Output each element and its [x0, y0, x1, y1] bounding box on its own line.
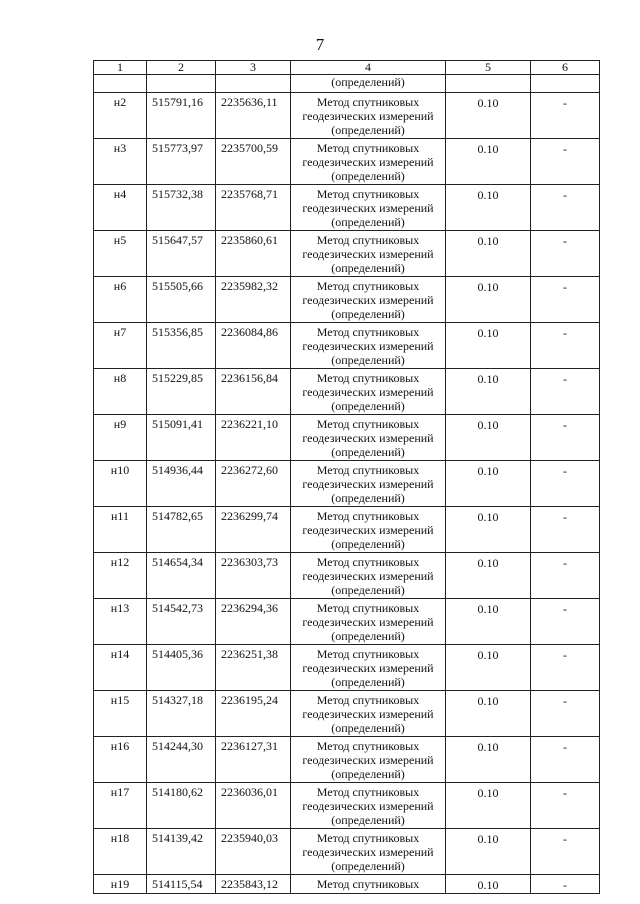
point-cell: н9: [94, 415, 147, 461]
accuracy-cell: 0.10: [446, 691, 531, 737]
point-cell: н16: [94, 737, 147, 783]
method-line: геодезических измерений: [302, 247, 434, 261]
point-cell: н10: [94, 461, 147, 507]
x-cell: 514139,42: [147, 829, 216, 875]
method-line: Метод спутниковых: [316, 325, 420, 339]
method-cell: [291, 139, 446, 185]
method-line: геодезических измерений: [302, 431, 434, 445]
note-cell: -: [531, 553, 600, 599]
note-cell: -: [531, 737, 600, 783]
table-row: [94, 829, 600, 875]
note-cell: -: [531, 323, 600, 369]
method-line: геодезических измерений: [302, 661, 434, 675]
method-line: геодезических измерений: [302, 109, 434, 123]
method-cell: [291, 93, 446, 139]
table-row: [94, 691, 600, 737]
y-cell: 2235843,12: [216, 875, 291, 894]
point-cell: н11: [94, 507, 147, 553]
method-cell: [291, 507, 446, 553]
accuracy-cell: 0.10: [446, 507, 531, 553]
y-cell: 2236195,24: [216, 691, 291, 737]
table-row: [94, 737, 600, 783]
point-cell: н8: [94, 369, 147, 415]
method-line: геодезических измерений: [302, 799, 434, 813]
table-row: [94, 323, 600, 369]
accuracy-cell: 0.10: [446, 369, 531, 415]
method-line: Метод спутниковых: [316, 279, 420, 293]
method-line: Метод спутниковых: [316, 141, 420, 155]
method-line: (определений): [331, 629, 405, 643]
point-cell: н7: [94, 323, 147, 369]
method-cell: [291, 553, 446, 599]
x-cell: 515356,85: [147, 323, 216, 369]
method-line: Метод спутниковых: [316, 693, 420, 707]
method-line: Метод спутниковых: [316, 233, 420, 247]
y-cell: 2235860,61: [216, 231, 291, 277]
x-cell: 514327,18: [147, 691, 216, 737]
accuracy-cell: 0.10: [446, 415, 531, 461]
x-cell: 515732,38: [147, 185, 216, 231]
method-line: геодезических измерений: [302, 569, 434, 583]
point-cell: н17: [94, 783, 147, 829]
y-cell: 2235768,71: [216, 185, 291, 231]
method-cell: [291, 185, 446, 231]
table-row: [94, 185, 600, 231]
accuracy-cell: 0.10: [446, 599, 531, 645]
method-line: геодезических измерений: [302, 615, 434, 629]
y-cell: 2236221,10: [216, 415, 291, 461]
table-row: [94, 277, 600, 323]
method-cell: [291, 231, 446, 277]
header-cell: 6: [531, 61, 600, 75]
method-line: Метод спутниковых: [316, 463, 420, 477]
x-cell: 515773,97: [147, 139, 216, 185]
method-cell: [291, 691, 446, 737]
coordinates-table: [93, 60, 600, 894]
x-cell: 514654,34: [147, 553, 216, 599]
method-line: геодезических измерений: [302, 339, 434, 353]
method-cell: (определений): [291, 75, 446, 93]
method-cell: [291, 461, 446, 507]
y-cell: 2236303,73: [216, 553, 291, 599]
x-cell: 514115,54: [147, 875, 216, 894]
point-cell: н13: [94, 599, 147, 645]
point-cell: н2: [94, 93, 147, 139]
accuracy-cell: 0.10: [446, 93, 531, 139]
method-line: Метод спутниковых: [316, 371, 420, 385]
method-line: геодезических измерений: [302, 201, 434, 215]
x-cell: 515229,85: [147, 369, 216, 415]
accuracy-cell: 0.10: [446, 829, 531, 875]
x-cell: 515791,16: [147, 93, 216, 139]
note-cell: -: [531, 369, 600, 415]
point-cell: н3: [94, 139, 147, 185]
method-line: (определений): [331, 675, 405, 689]
note-cell: -: [531, 507, 600, 553]
y-cell: 2236272,60: [216, 461, 291, 507]
method-cell: [291, 277, 446, 323]
accuracy-cell: 0.10: [446, 645, 531, 691]
method-line: (определений): [331, 123, 405, 137]
table-row: [94, 231, 600, 277]
y-cell: 2236127,31: [216, 737, 291, 783]
note-cell: -: [531, 783, 600, 829]
method-line: (определений): [331, 859, 405, 873]
continuation-row: [94, 75, 600, 93]
method-line: (определений): [331, 399, 405, 413]
note-cell: -: [531, 461, 600, 507]
table-row: [94, 875, 600, 894]
method-line: геодезических измерений: [302, 293, 434, 307]
x-cell: 514542,73: [147, 599, 216, 645]
method-line: Метод спутниковых: [316, 187, 420, 201]
table-row: [94, 415, 600, 461]
method-line: Метод спутниковых: [316, 601, 420, 615]
y-cell: 2236294,36: [216, 599, 291, 645]
method-line: Метод спутниковых: [316, 95, 420, 109]
method-cell: [291, 829, 446, 875]
method-cell: [291, 645, 446, 691]
method-cell: [291, 323, 446, 369]
y-cell: [216, 75, 291, 93]
method-cell: [291, 599, 446, 645]
note-cell: -: [531, 415, 600, 461]
table-row: [94, 599, 600, 645]
point-cell: н14: [94, 645, 147, 691]
accuracy-cell: [446, 75, 531, 93]
x-cell: 514244,30: [147, 737, 216, 783]
header-cell: 5: [446, 61, 531, 75]
accuracy-cell: 0.10: [446, 277, 531, 323]
method-line: (определений): [331, 537, 405, 551]
note-cell: -: [531, 829, 600, 875]
method-line: (определений): [331, 767, 405, 781]
method-line: (определений): [331, 721, 405, 735]
table-row: [94, 783, 600, 829]
note-cell: -: [531, 139, 600, 185]
method-cell: Метод спутниковых: [291, 875, 446, 894]
x-cell: 514180,62: [147, 783, 216, 829]
header-cell: 1: [94, 61, 147, 75]
table-row: [94, 645, 600, 691]
method-line: (определений): [331, 353, 405, 367]
x-cell: 515505,66: [147, 277, 216, 323]
table-row: [94, 369, 600, 415]
method-line: (определений): [331, 491, 405, 505]
header-cell: 2: [147, 61, 216, 75]
method-line: (определений): [331, 169, 405, 183]
point-cell: н12: [94, 553, 147, 599]
y-cell: 2235982,32: [216, 277, 291, 323]
note-cell: -: [531, 875, 600, 894]
table-row: [94, 93, 600, 139]
method-line: Метод спутниковых: [316, 739, 420, 753]
method-line: (определений): [331, 445, 405, 459]
method-line: Метод спутниковых: [316, 647, 420, 661]
accuracy-cell: 0.10: [446, 185, 531, 231]
method-line: геодезических измерений: [302, 753, 434, 767]
accuracy-cell: 0.10: [446, 231, 531, 277]
method-line: геодезических измерений: [302, 385, 434, 399]
method-line: Метод спутниковых: [316, 831, 420, 845]
header-cell: 4: [291, 61, 446, 75]
table-row: [94, 507, 600, 553]
method-line: Метод спутниковых: [316, 417, 420, 431]
header-row: [94, 61, 600, 75]
note-cell: -: [531, 599, 600, 645]
method-line: геодезических измерений: [302, 523, 434, 537]
x-cell: [147, 75, 216, 93]
y-cell: 2235700,59: [216, 139, 291, 185]
point-cell: [94, 75, 147, 93]
y-cell: 2236156,84: [216, 369, 291, 415]
y-cell: 2236084,86: [216, 323, 291, 369]
point-cell: н4: [94, 185, 147, 231]
x-cell: 514782,65: [147, 507, 216, 553]
note-cell: -: [531, 645, 600, 691]
method-line: (определений): [331, 215, 405, 229]
accuracy-cell: 0.10: [446, 461, 531, 507]
accuracy-cell: 0.10: [446, 783, 531, 829]
method-cell: [291, 737, 446, 783]
x-cell: 514405,36: [147, 645, 216, 691]
method-line: геодезических измерений: [302, 707, 434, 721]
x-cell: 515647,57: [147, 231, 216, 277]
table-row: [94, 553, 600, 599]
method-line: геодезических измерений: [302, 477, 434, 491]
method-line: Метод спутниковых: [316, 555, 420, 569]
point-cell: н6: [94, 277, 147, 323]
header-cell: 3: [216, 61, 291, 75]
table-row: [94, 139, 600, 185]
accuracy-cell: 0.10: [446, 875, 531, 894]
method-line: (определений): [331, 307, 405, 321]
accuracy-cell: 0.10: [446, 737, 531, 783]
y-cell: 2235940,03: [216, 829, 291, 875]
point-cell: н5: [94, 231, 147, 277]
note-cell: -: [531, 185, 600, 231]
accuracy-cell: 0.10: [446, 139, 531, 185]
y-cell: 2235636,11: [216, 93, 291, 139]
method-line: геодезических измерений: [302, 155, 434, 169]
table-row: [94, 461, 600, 507]
note-cell: -: [531, 691, 600, 737]
method-cell: [291, 415, 446, 461]
note-cell: [531, 75, 600, 93]
method-line: Метод спутниковых: [316, 785, 420, 799]
method-cell: [291, 783, 446, 829]
page-number: 7: [315, 35, 325, 54]
y-cell: 2236036,01: [216, 783, 291, 829]
method-line: геодезических измерений: [302, 845, 434, 859]
accuracy-cell: 0.10: [446, 553, 531, 599]
note-cell: -: [531, 277, 600, 323]
y-cell: 2236299,74: [216, 507, 291, 553]
note-cell: -: [531, 93, 600, 139]
accuracy-cell: 0.10: [446, 323, 531, 369]
note-cell: -: [531, 231, 600, 277]
method-line: (определений): [331, 583, 405, 597]
method-cell: [291, 369, 446, 415]
x-cell: 514936,44: [147, 461, 216, 507]
x-cell: 515091,41: [147, 415, 216, 461]
method-line: (определений): [331, 813, 405, 827]
point-cell: н15: [94, 691, 147, 737]
point-cell: н18: [94, 829, 147, 875]
method-line: Метод спутниковых: [316, 509, 420, 523]
method-line: (определений): [331, 261, 405, 275]
point-cell: н19: [94, 875, 147, 894]
y-cell: 2236251,38: [216, 645, 291, 691]
